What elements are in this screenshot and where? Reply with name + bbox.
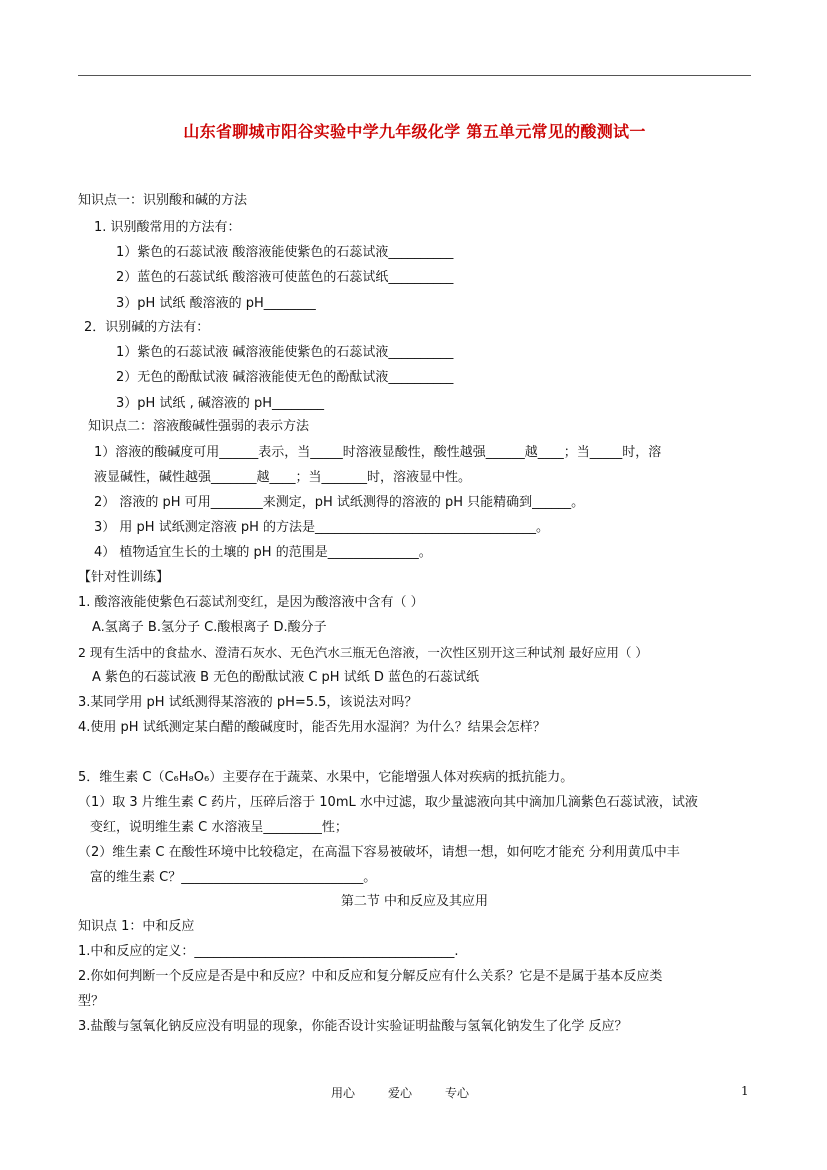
header-rule xyxy=(78,75,751,76)
text-line: 液显碱性，碱性越强_______越____；当_______时，溶液显中性。 xyxy=(94,470,472,485)
text-line: 型？ xyxy=(78,994,105,1009)
text-line: 富的维生素 C？____________________________。 xyxy=(90,870,377,885)
answer-options: A 紫色的石蕊试液 B 无色的酚酞试液 C pH 试纸 D 蓝色的石蕊试纸 xyxy=(92,670,479,685)
text-line: 1. 识别酸常用的方法有： xyxy=(94,220,241,235)
text-line: 变红，说明维生素 C 水溶液呈_________性； xyxy=(90,820,348,835)
question: 2 现有生活中的食盐水、澄清石灰水、无色汽水三瓶无色溶液，一次性区别开这三种试剂 最好应用（ ） xyxy=(78,645,648,660)
text-line: 2．识别碱的方法有： xyxy=(84,320,210,335)
footer-text: 专心 xyxy=(445,1086,470,1100)
section-heading: 知识点一：识别酸和碱的方法 xyxy=(78,193,248,208)
footer-text: 用心 xyxy=(331,1086,356,1100)
page-title: 山东省聊城市阳谷实验中学九年级化学 第五单元常见的酸测试一 xyxy=(183,122,646,141)
text-line: 1）溶液的酸碱度可用______表示，当_____时溶液显酸性，酸性越强______越____；当_____时，溶 xyxy=(94,445,662,460)
question: 3.某同学用 pH 试纸测得某溶液的 pH=5.5，该说法对吗？ xyxy=(78,695,418,710)
question: 5．维生素 C（C₆H₈O₆）主要存在于蔬菜、水果中，它能增强人体对疾病的抵抗能力。 xyxy=(78,770,574,785)
question: 4.使用 pH 试纸测定某白醋的酸碱度时，能否先用水湿润？为什么？结果会怎样？ xyxy=(78,720,546,735)
page-number: 1 xyxy=(741,1084,749,1098)
section-heading: 知识点 1：中和反应 xyxy=(78,919,195,934)
text-line: 1）紫色的石蕊试液 酸溶液能使紫色的石蕊试液__________ xyxy=(116,245,454,260)
text-line: （1）取 3 片维生素 C 药片，压碎后溶于 10mL 水中过滤，取少量滤液向其中滴加几滴紫色石蕊试液，试液 xyxy=(78,795,698,810)
text-line: 2）无色的酚酞试液 碱溶液能使无色的酚酞试液__________ xyxy=(116,370,454,385)
question: 1.中和反应的定义：________________________________________. xyxy=(78,944,459,959)
text-line: 1）紫色的石蕊试液 碱溶液能使紫色的石蕊试液__________ xyxy=(116,345,454,360)
text-line: （2）维生素 C 在酸性环境中比较稳定，在高温下容易被破坏，请想一想，如何吃才能充 分利用黄瓜中丰 xyxy=(78,845,680,860)
text-line: 3） 用 pH 试纸测定溶液 pH 的方法是__________________________________。 xyxy=(94,520,549,535)
question: 3.盐酸与氢氧化钠反应没有明显的现象，你能否设计实验证明盐酸与氢氧化钠发生了化学 反应？ xyxy=(78,1019,628,1034)
text-line: 3）pH 试纸 酸溶液的 pH________ xyxy=(116,296,316,311)
section-heading: 知识点二：溶液酸碱性强弱的表示方法 xyxy=(88,419,310,434)
text-line: 3）pH 试纸 , 碱溶液的 pH________ xyxy=(116,396,324,411)
question: 1. 酸溶液能使紫色石蕊试剂变红，是因为酸溶液中含有（ ） xyxy=(78,595,424,610)
text-line: 2） 溶液的 pH 可用________来测定，pH 试纸测得的溶液的 pH 只能精确到______。 xyxy=(94,495,585,510)
text-line: 4） 植物适宜生长的土壤的 pH 的范围是______________。 xyxy=(94,545,432,560)
section-heading: 【针对性训练】 xyxy=(78,570,170,585)
footer-text: 爱心 xyxy=(388,1086,413,1100)
section-title: 第二节 中和反应及其应用 xyxy=(340,894,489,909)
question: 2.你如何判断一个反应是否是中和反应？中和反应和复分解反应有什么关系？它是不是属于基本反应类 xyxy=(78,969,663,984)
answer-options: A.氢离子 B.氢分子 C.酸根离子 D.酸分子 xyxy=(92,620,327,635)
text-line: 2）蓝色的石蕊试纸 酸溶液可使蓝色的石蕊试纸__________ xyxy=(116,270,454,285)
